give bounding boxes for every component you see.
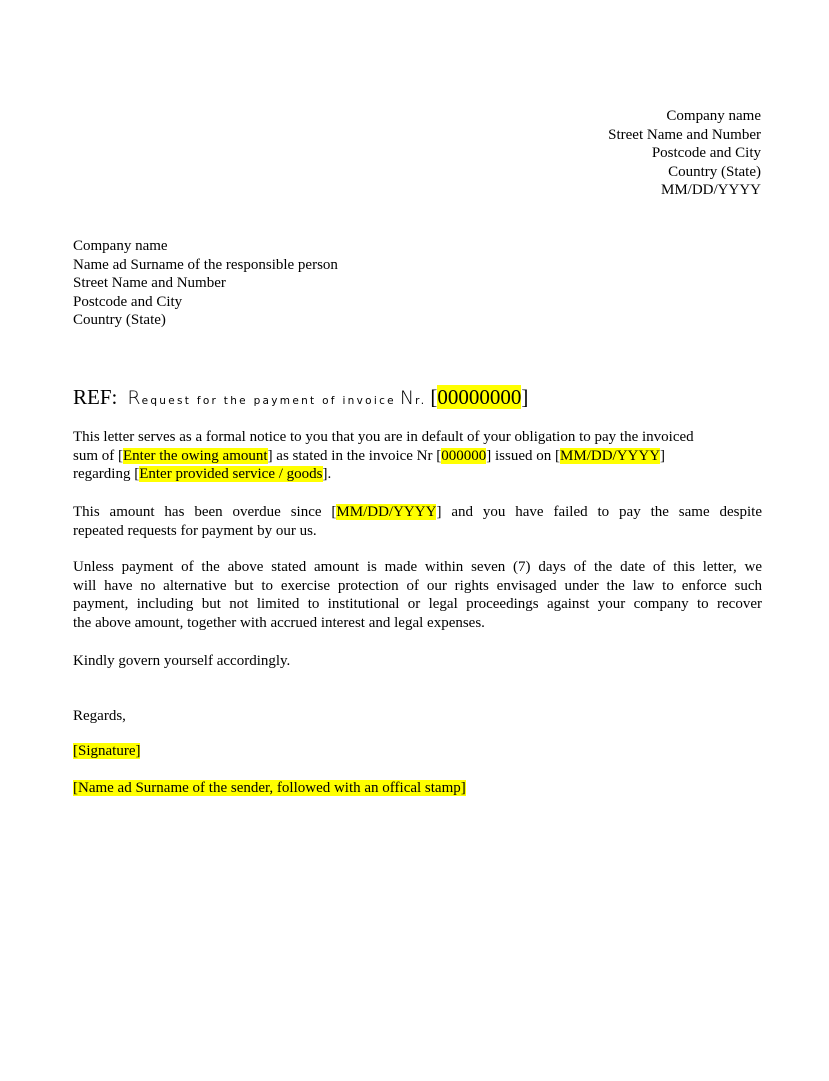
issue-date-placeholder: MM/DD/YYYY xyxy=(560,447,661,464)
reference-subject-initial: R xyxy=(127,387,142,409)
text-run: ] as stated in the invoice Nr [ xyxy=(267,447,442,464)
invoice-nr-placeholder: 000000 xyxy=(441,447,487,464)
text-run: This amount has been overdue since [ xyxy=(73,504,337,520)
sender-company: Company name xyxy=(666,108,761,124)
paragraph-line: repeated requests for payment by our us. xyxy=(73,522,317,539)
reference-nr: r. xyxy=(415,395,427,407)
recipient-company: Company name xyxy=(73,238,168,254)
letter-date: MM/DD/YYYY xyxy=(660,182,761,198)
paragraph-line: the above amount, together with accrued interest and legal expenses. xyxy=(73,615,485,632)
paragraph-line xyxy=(73,465,762,484)
paragraph-default-notice xyxy=(73,428,762,484)
paragraph-line xyxy=(73,503,762,522)
sender-country: Country (State) xyxy=(668,163,761,180)
sender-postcode-city: Postcode and City xyxy=(651,145,761,161)
closing-regards: Regards, xyxy=(73,708,126,724)
reference-nr-initial: N xyxy=(399,387,416,409)
owing-amount-placeholder: Enter the owing amount xyxy=(123,447,268,464)
invoice-number-placeholder: [00000000] xyxy=(430,385,529,409)
reference-label: REF: xyxy=(73,385,118,409)
invoice-number-highlight: 00000000 xyxy=(437,385,522,409)
reference-subject: equest for the payment of invoice xyxy=(141,395,396,407)
recipient-postcode-city: Postcode and City xyxy=(73,293,183,310)
text-run: regarding [ xyxy=(73,466,140,483)
paragraph-line: will have no alternative but to exercise protection of our rights envisaged under the law to enforce such xyxy=(73,577,762,594)
sender-name-highlight: [Name ad Surname of the sender, followed with an offical stamp] xyxy=(73,780,466,796)
reference-line xyxy=(73,384,528,410)
recipient-country: Country (State) xyxy=(73,312,166,328)
text-run: sum of [ xyxy=(73,447,123,464)
text-run: ] xyxy=(660,447,666,464)
paragraph-overdue xyxy=(73,503,762,540)
recipient-person: Name ad Surname of the responsible person xyxy=(73,256,338,273)
paragraph-line: Unless payment of the above stated amount is made within seven (7) days of the date of this letter, we xyxy=(73,559,762,575)
signature-highlight: [Signature] xyxy=(73,743,141,759)
service-placeholder: Enter provided service / goods xyxy=(139,466,323,483)
sender-street: Street Name and Number xyxy=(608,126,761,143)
paragraph-line xyxy=(73,447,762,466)
text-run: ] issued on [ xyxy=(486,447,561,464)
text-run: ]. xyxy=(322,466,332,483)
paragraph-line: This letter serves as a formal notice to you that you are in default of your obligation to pay the invoiced xyxy=(73,429,694,445)
overdue-date-placeholder: MM/DD/YYYY xyxy=(336,504,437,520)
paragraph-warning xyxy=(73,558,762,633)
text-run: ] and you have failed to pay the same despite xyxy=(436,504,762,520)
paragraph-line: payment, including but not limited to institutional or legal proceedings against your company to recover xyxy=(73,596,762,613)
recipient-street: Street Name and Number xyxy=(73,275,226,291)
paragraph-govern: Kindly govern yourself accordingly. xyxy=(73,653,291,669)
sender-name-placeholder xyxy=(73,779,466,797)
signature-placeholder xyxy=(73,742,140,760)
